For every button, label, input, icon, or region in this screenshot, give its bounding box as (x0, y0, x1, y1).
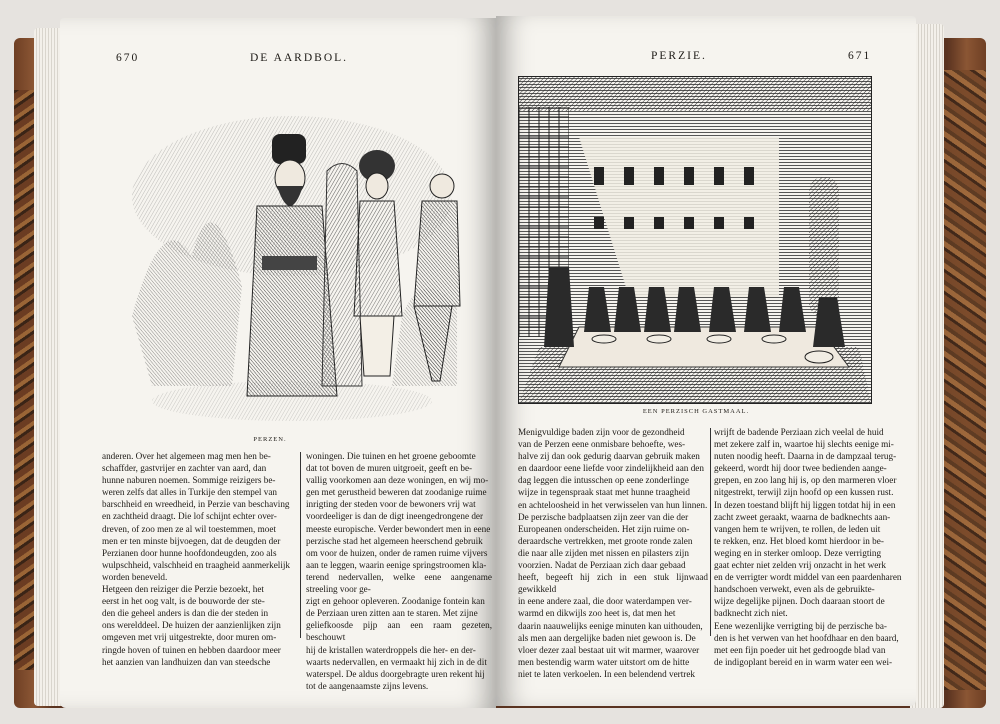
text-line: vangen hem te wrijven, te rollen, de leden uit (714, 523, 881, 534)
text-line: barschheid en wreedheid, in Perzie van beschaving (102, 499, 290, 510)
page-number: 671 (848, 50, 872, 62)
text-line: dat tot boven de muren uitgroeit, geeft en be- (306, 463, 473, 474)
text-line: inrigting der steden voor de bewoners vrij wat (306, 499, 476, 510)
text-line: wrijft de badende Perziaan zich veelal de huid (714, 427, 884, 437)
text-line: Menigvuldige baden zijn voor de gezondheid (518, 427, 685, 437)
column-divider (300, 452, 301, 638)
text-line: met zekere zalf in, waartoe hij slechts eenige mi- (714, 439, 894, 450)
persian-figures-illustration (122, 86, 462, 428)
text-line: in eene andere zaal, die door waterdampen ver- (518, 596, 692, 607)
text-line: weging en in sterker omloop. Deze verrigting (714, 547, 882, 558)
running-title: DE AARDBOL. (250, 52, 349, 64)
text-line: badknecht zich niet. (714, 608, 788, 619)
text-line: van de Perzen eene onmisbare behoefte, wes- (518, 439, 686, 450)
text-line: als men aan dergelijke baden niet gewoon is. De (518, 632, 696, 643)
text-line: die naar alle zijden met nissen en pilasters zijn (518, 547, 689, 558)
text-line: grepen, en zoo lang hij is, op den marmeren vloer (714, 475, 897, 486)
text-line: De perzische badplaatsen zijn zeer van die der (518, 511, 689, 522)
text-line: met een fijn poeder uit het gedroogde blad van (714, 644, 886, 655)
text-line: de Perziaan uren zitten aan te staren. Met zijne (306, 608, 478, 619)
illustration-caption: PERZEN. (253, 436, 287, 443)
text-line: terend nedervallen, welke eene aangename streeling voor ge- (306, 571, 492, 595)
text-line: ringde hoven of tuinen en hebben daardoor meer (102, 644, 281, 655)
text-line: schaffder, gastvrijer en zachter van aard, dan (102, 463, 267, 474)
text-line: geliefkoosde pijp aan een raam gezeten, beschouwt (306, 620, 492, 643)
text-line: wulpschheid, valschheid en traagheid aanmerkelijk (102, 559, 291, 570)
right-page (496, 16, 916, 706)
text-line: aan te leggen, waarin eenige springstroomen kla- (306, 559, 487, 570)
text-line: Eene wezenlijke verrigting bij de perzische ba- (714, 620, 887, 631)
text-line: gekeerd, wordt hij door twee bedienden aange- (714, 463, 887, 474)
text-line: nitgestrekt, terwijl zijn hoofd op een kussen rust. (714, 487, 894, 498)
text-line: gen met gerustheid beweren dat zoodanige ruime (306, 487, 487, 498)
text-line: omgeven met vrij uitgestrekte, door muren om- (102, 632, 277, 643)
text-line: te rekken, enz. Het bloed komt hierdoor in be- (714, 535, 884, 546)
text-line: Perzianen door hunne hoofdondeugden, zoo als (102, 547, 277, 558)
text-line: anderen. Over het algemeen mag men hen be- (102, 451, 271, 461)
text-line: woningen. Die tuinen en het groene geboomte (306, 451, 476, 461)
text-column-2 (714, 426, 902, 668)
text-line: en zachtheid draagt. Die lof schijnt echter over- (102, 511, 277, 522)
text-line: perzische stad het algemeen heerschend gebruik (306, 535, 483, 546)
illustration-caption: EEN PERZISCH GASTMAAL. (642, 408, 750, 415)
text-column-2 (306, 450, 492, 692)
text-line: men er ten minste bijvoegen, dat de deugden der (102, 535, 281, 546)
text-line: worden beneveld. (102, 571, 168, 582)
text-column-1 (102, 450, 292, 668)
text-line: waterspel. De aldus doorgebragte uren rekent hij (306, 668, 485, 679)
text-line: vallig voorkomen aan deze woningen, en wij mo- (306, 475, 489, 486)
text-line: Hetgeen den reiziger die Perzie bezoekt, het (102, 584, 264, 595)
running-title: PERZIE. (651, 50, 707, 62)
column-divider (710, 428, 711, 636)
text-line: en achteloosheid in het verwisselen van hun linnen. (518, 499, 708, 510)
text-line: wijze degelijke pijnen. Doch daaraan stoort de (714, 596, 885, 607)
text-line: weren zelfs dat alles in Turkije den stempel van (102, 487, 278, 498)
text-line: en daardoor eene liefde voor zindelijkheid aan den (518, 463, 704, 474)
text-line: de indigoplant bereid en in warm water een wei- (714, 656, 893, 667)
engraving-icon (122, 86, 462, 428)
text-line: niet te laten verkoelen. In een belendend vertrek (518, 668, 696, 679)
text-line: halve zij dan ook gedurig daarvan gebruik maken (518, 451, 700, 462)
text-line: zacht zweet geraakt, waarna de badknechts aan- (714, 511, 891, 522)
text-line: hij de kristallen waterdroppels die her- en der- (306, 644, 476, 655)
text-line: Europeanen onderscheiden. Het zijn ruime on- (518, 523, 690, 534)
text-line: den die geheel anders is dan die der steden in (102, 608, 269, 619)
text-line: In dezen toestand blijft hij liggen totdat hij in een (714, 499, 896, 510)
text-line: ons werelddeel. De huizen der aanzienlijken zijn (102, 620, 281, 631)
text-line: warmd en dikwijls zoo heet is, dat men het (518, 608, 676, 619)
text-line: vloer dezer zaal bestaat uit wit marmer, waarover (518, 644, 700, 655)
text-line: waarts nedervallen, en vermaakt hij zich in de dit (306, 656, 487, 667)
text-line: tot de aangenaamste zijns levens. (306, 680, 429, 691)
text-line: heeft, begeeft hij zich in een stuk lijnwaad gewikkeld (518, 572, 708, 595)
text-line: dreven, of zoo men ze al wil toestemmen, moet (102, 523, 276, 534)
persian-banquet-illustration (518, 76, 872, 404)
text-column-1 (518, 426, 708, 680)
text-line: wijze in tegenspraak staat met hunne traagheid (518, 487, 690, 498)
text-line: gaat echter niet zelden vrij onzacht in het werk (714, 560, 886, 571)
text-line: zigt en gehoor opleveren. Zoodanige fontein kan (306, 596, 485, 607)
text-line: voorzien. Nadat de Perziaan zich daar gebaad (518, 560, 686, 571)
text-line: daarin naauwelijks eenige minuten kan uithouden, (518, 620, 703, 631)
page-number: 670 (116, 52, 140, 64)
text-line: voordeeliger is dan de digt ineengedrongene der (306, 511, 484, 522)
text-line: dag leggen die intusschen op eene zonderlinge (518, 475, 689, 486)
text-line: handschoen verwekt, even als de gebruikte- (714, 584, 875, 595)
text-line: en de verrigter wordt middel van een paardenharen (714, 572, 902, 583)
text-line: eerst in het oog valt, is de bouworde der ste- (102, 596, 265, 607)
text-line: den is het verwen van het hoofdhaar en den baard, (714, 632, 899, 643)
text-line: nuten noodig heeft. Daarna in de dampzaal terug- (714, 451, 897, 462)
text-line: deraardsche vertrekken, met groote ronde zalen (518, 535, 693, 546)
left-page (60, 18, 496, 708)
text-line: het aanzien van landhuizen dan van steedsche (102, 656, 271, 667)
text-line: om voor de huizen, onder de ramen ruime vijvers (306, 547, 488, 558)
text-line: men bestendig warm water uitstort om de hitte (518, 656, 690, 667)
text-line: meeste europische. Verder bewondert men in eene (306, 523, 491, 534)
text-line: hunne naburen noemen. Sommige reizigers be- (102, 475, 276, 486)
engraving-icon (519, 77, 871, 403)
